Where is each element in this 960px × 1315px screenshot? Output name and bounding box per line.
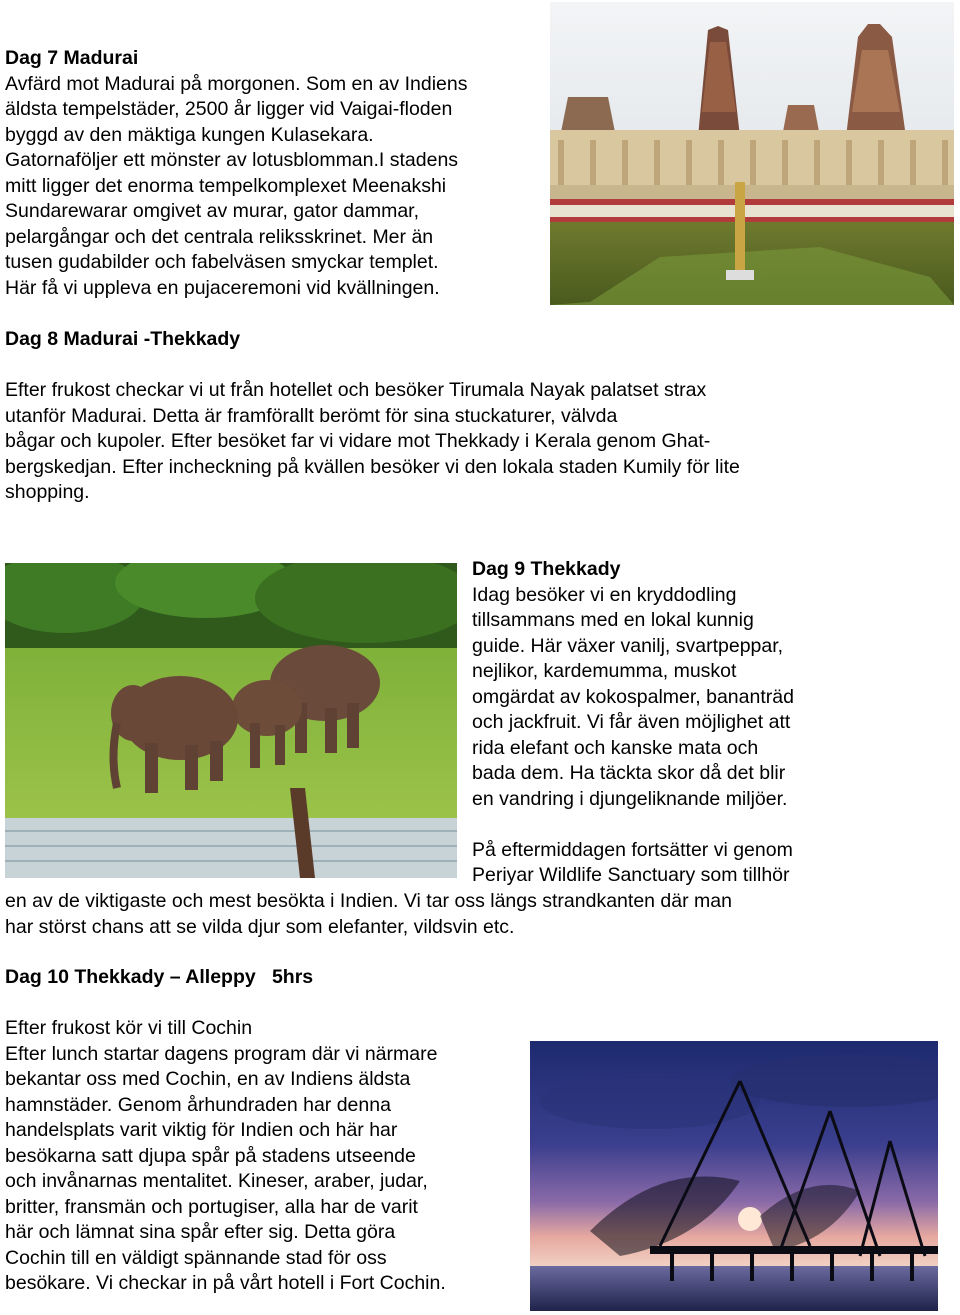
day7-line: Här få vi uppleva en pujaceremoni vid kvällningen.: [5, 276, 440, 299]
temple-photo: [550, 2, 954, 305]
spacer: [472, 812, 794, 838]
day10-section: [5, 965, 446, 1297]
day9-line: har störst chans att se vilda djur som elefanter, vildsvin etc.: [5, 915, 515, 938]
day10-line: Efter frukost kör vi till Cochin: [5, 1017, 253, 1039]
day10-line: bekantar oss med Cochin, en av Indiens äldsta: [5, 1068, 411, 1090]
day9-line: och jackfruit. Vi får även möjlighet att: [472, 711, 791, 733]
day8-line: Efter frukost checkar vi ut från hotellet och besöker Tirumala Nayak palatset strax: [5, 379, 707, 401]
day10-line: Efter lunch startar dagens program där vi närmare: [5, 1042, 438, 1065]
day9-line: nejlikor, kardemumma, muskot: [472, 660, 737, 682]
day9-line: guide. Här växer vanilj, svartpeppar,: [472, 634, 784, 657]
day9-section: [472, 557, 794, 889]
day9-line: omgärdat av kokospalmer, bananträd: [472, 685, 794, 708]
fishing-nets-photo: [530, 1041, 938, 1311]
elephants-photo: [5, 563, 457, 878]
day8-section: [5, 327, 740, 506]
day7-line: pelargångar och det centrala reliksskrinet. Mer än: [5, 225, 434, 248]
day9-line: På eftermiddagen fortsätter vi genom: [472, 838, 793, 861]
day9-line: en av de viktigaste och mest besökta i Indien. Vi tar oss längs strandkanten där man: [5, 890, 732, 912]
day10-line: här och lämnat sina spår efter sig. Detta göra: [5, 1221, 396, 1243]
day8-line: bågar och kupoler. Efter besöket far vi vidare mot Thekkady i Kerala genom Ghat-: [5, 430, 711, 452]
day8-line: shopping.: [5, 481, 90, 503]
day7-line: äldsta tempelstäder, 2500 år ligger vid Vaigai-floden: [5, 98, 453, 120]
spacer: [5, 353, 740, 379]
day7-line: mitt ligger det enorma tempelkomplexet Meenakshi: [5, 174, 447, 197]
day9-line: rida elefant och kanske mata och: [472, 736, 759, 759]
day9-continuation: [5, 889, 732, 940]
day7-line: Avfärd mot Madurai på morgonen. Som en av Indiens: [5, 72, 468, 95]
day10-heading: Dag 10 Thekkady – Alleppy 5hrs: [5, 966, 314, 988]
day8-line: bergskedjan. Efter incheckning på kvällen besöker vi den lokala staden Kumily för lite: [5, 455, 740, 478]
spacer: [5, 991, 446, 1017]
day10-line: britter, fransmän och portugiser, alla har de varit: [5, 1195, 418, 1218]
day7-line: byggd av den mäktiga kungen Kulasekara.: [5, 123, 374, 146]
day7-line: Sundarewarar omgivet av murar, gator dammar,: [5, 200, 420, 222]
day8-line: utanför Madurai. Detta är framförallt berömt för sina stuckaturer, välvda: [5, 404, 618, 427]
day10-line: besökarna satt djupa spår på stadens utseende: [5, 1144, 416, 1167]
day9-line: bada dem. Ha täckta skor då det blir: [472, 762, 786, 784]
day7-line: Gatornaföljer ett mönster av lotusblomman.I stadens: [5, 149, 459, 171]
day9-line: Idag besöker vi en kryddodling: [472, 583, 737, 606]
day9-line: en vandring i djungeliknande miljöer.: [472, 787, 788, 810]
day10-line: och invånarnas mentalitet. Kineser, araber, judar,: [5, 1170, 428, 1192]
day9-heading: Dag 9 Thekkady: [472, 558, 621, 580]
day9-line: Periyar Wildlife Sanctuary som tillhör: [472, 864, 790, 886]
day7-section: [5, 46, 467, 301]
day8-heading: Dag 8 Madurai -Thekkady: [5, 328, 241, 350]
day10-line: handelsplats varit viktig för Indien och här har: [5, 1119, 398, 1141]
day9-line: tillsammans med en lokal kunnig: [472, 609, 754, 631]
day7-heading: Dag 7 Madurai: [5, 47, 139, 69]
day10-line: besökare. Vi checkar in på vårt hotell i Fort Cochin.: [5, 1272, 446, 1294]
day10-line: Cochin till en väldigt spännande stad för oss: [5, 1246, 387, 1269]
day10-line: hamnstäder. Genom århundraden har denna: [5, 1093, 391, 1116]
day7-line: tusen gudabilder och fabelväsen smyckar templet.: [5, 251, 439, 273]
